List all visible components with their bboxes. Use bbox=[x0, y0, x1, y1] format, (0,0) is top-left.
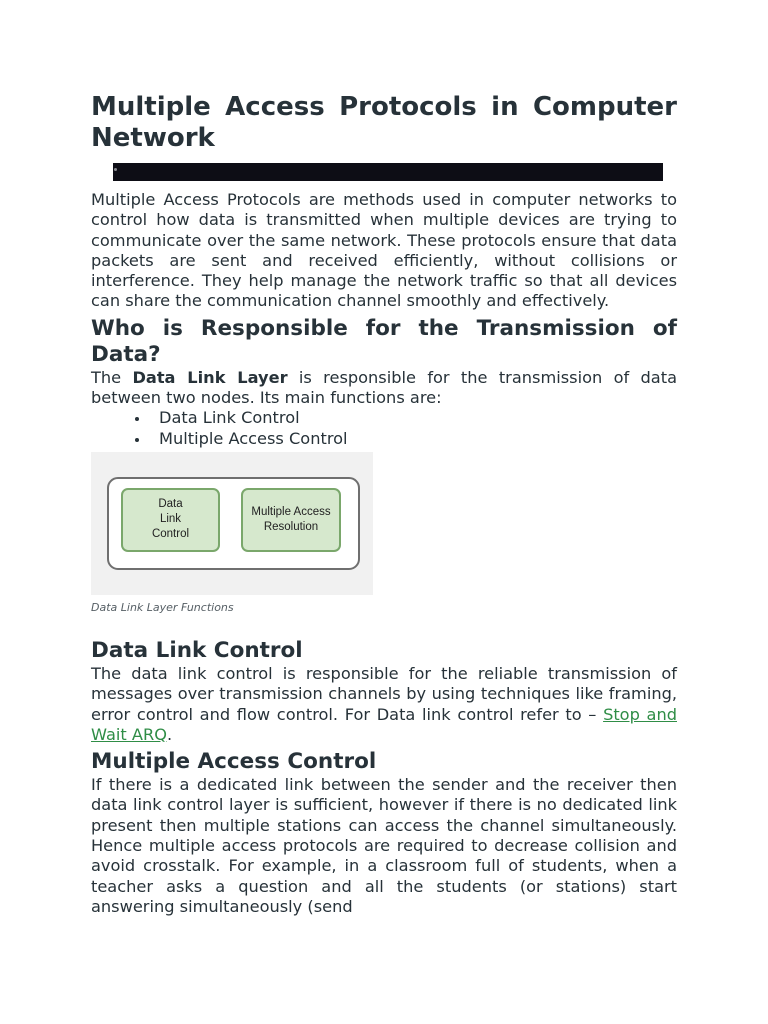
functions-list bbox=[91, 408, 677, 449]
article-title: Multiple Access Protocols in Computer Network bbox=[91, 92, 677, 153]
diagram-box-data-link-control bbox=[121, 488, 220, 552]
figure-caption: Data Link Layer Functions bbox=[91, 600, 234, 614]
diagram-label-line: Multiple Access bbox=[251, 505, 331, 518]
banner-dot-icon bbox=[114, 168, 117, 171]
diagram-label-line: Data bbox=[158, 498, 183, 511]
dlc-paragraph bbox=[91, 664, 677, 745]
article bbox=[91, 92, 677, 917]
bold-term-data-link-layer: Data Link Layer bbox=[132, 367, 288, 387]
diagram-box-multiple-access-resolution bbox=[241, 488, 341, 552]
diagram-label-line: Link bbox=[159, 513, 182, 526]
dlc-text-end: . bbox=[166, 724, 173, 744]
dlc-text: The data link control is responsible for the reliable transmission of messages over transmission channels by using techniques like framing, error control and flow control. For Data link control refer to – bbox=[91, 663, 677, 724]
heading-who-responsible: Who is Responsible for the Transmission of Data? bbox=[91, 315, 677, 367]
data-link-layer-diagram bbox=[91, 452, 373, 595]
list-item: Data Link Control bbox=[159, 408, 677, 428]
diagram-label-line: Control bbox=[151, 528, 190, 541]
list-item: Multiple Access Control bbox=[159, 429, 677, 449]
diagram-outer-box bbox=[107, 477, 360, 570]
diagram-label-line: Resolution bbox=[263, 520, 319, 533]
heading-data-link-control: Data Link Control bbox=[91, 637, 303, 663]
heading-multiple-access-control: Multiple Access Control bbox=[91, 749, 377, 775]
intro-paragraph: Multiple Access Protocols are methods used in computer networks to control how data is transmitted when multiple devices are trying to communicate over the same network. These protocols ensure that data packets are sent and received efficiently, without collisions or interference. They help manage the network traffic so that all devices can share the communication channel smoothly and effectively. bbox=[91, 190, 677, 311]
who-text-prefix: The bbox=[91, 367, 133, 387]
media-banner bbox=[113, 163, 663, 181]
stop-and-wait-arq-link[interactable]: Stop and Wait ARQ bbox=[91, 704, 677, 744]
who-text-suffix: is responsible for the transmission of data between two nodes. Its main functions are: bbox=[91, 367, 677, 408]
who-paragraph bbox=[91, 368, 677, 409]
mac-paragraph: If there is a dedicated link between the sender and the receiver then data link control layer is sufficient, however if there is no dedicated link present then multiple stations can access the channel simultaneously. Hence multiple access protocols are required to decrease collision and avoid crosstalk. For example, in a classroom full of students, when a teacher asks a question and all the students (or stations) start answering simultaneously (send bbox=[91, 775, 677, 916]
